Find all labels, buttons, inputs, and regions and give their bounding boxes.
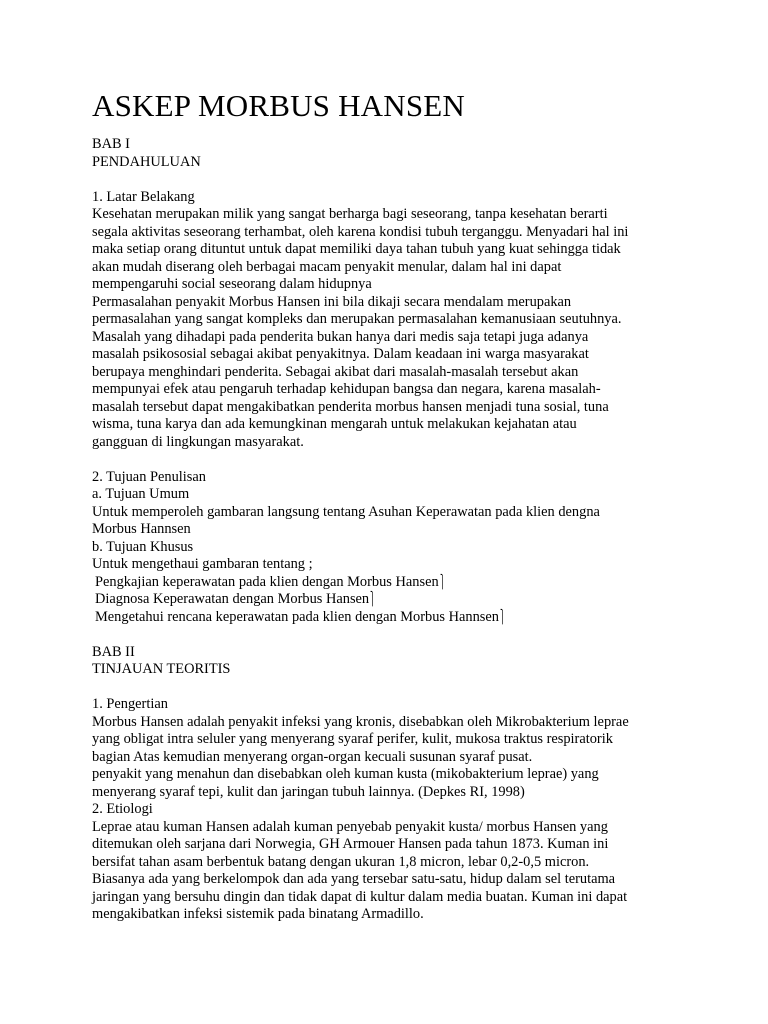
bracket-marker-icon: ⎫: [499, 609, 506, 625]
section-heading: 2. Etiologi: [92, 801, 153, 817]
text-line: mengakibatkan infeksi sistemik pada binatang Armadillo.: [92, 906, 424, 922]
tujuan-khusus-list: [92, 574, 732, 627]
text-line: Morbus Hansen adalah penyakit infeksi yang kronis, disebabkan oleh Mikrobakterium leprae: [92, 713, 629, 730]
text-line: menyerang syaraf tepi, kulit dan jaringan tubuh lainnya. (Depkes RI, 1998): [92, 783, 525, 800]
list-item: [92, 574, 732, 592]
section-heading: 1. Latar Belakang: [92, 188, 195, 205]
text-line: masalah tersebut dapat mengakibatkan penderita morbus hansen menjadi tuna sosial, tuna: [92, 398, 609, 415]
text-line: segala aktivitas seseorang terhambat, oleh karena kondisi tubuh terganggu. Menyadari hal ini: [92, 223, 629, 240]
text-line: Untuk mengethaui gambaran tentang ;: [92, 556, 313, 572]
text-line: masalah psikososial sebagai akibat penyakitnya. Dalam keadaan ini warga masyarakat: [92, 346, 589, 362]
text-line: jaringan yang bersuhu dingin dan tidak dapat di kultur dalam media buatan. Kuman ini dapat: [92, 888, 628, 905]
list-item: [92, 609, 732, 627]
text-line: bersifat tahan asam berbentuk batang dengan ukuran 1,8 micron, lebar 0,2-0,5 micron.: [92, 853, 590, 870]
text-line: Permasalahan penyakit Morbus Hansen ini bila dikaji secara mendalam merupakan: [92, 293, 572, 310]
subsection-heading: a. Tujuan Umum: [92, 486, 190, 502]
text-line: Masalah yang dihadapi pada penderita bukan hanya dari medis saja tetapi juga adanya: [92, 328, 589, 345]
text-line: permasalahan yang sangat kompleks dan merupakan permasalahan kemanusiaan seutuhnya.: [92, 311, 622, 327]
spacer: [92, 626, 732, 644]
bracket-marker-icon: ⎫: [439, 574, 446, 590]
spacer: [92, 679, 732, 697]
text-line: Morbus Hannsen: [92, 521, 191, 537]
text-line: Biasanya ada yang berkelompok dan ada yang tersebar satu-satu, hidup dalam sel terutama: [92, 871, 616, 887]
text-line: mempunyai efek atau pengaruh terhadap kehidupan bangsa dan negara, karena masalah-: [92, 381, 601, 397]
spacer: [92, 451, 732, 469]
spacer: [92, 171, 732, 189]
text-line: berupaya menghindari penderita. Sebagai akibat dari masalah-masalah tersebut akan: [92, 363, 579, 380]
text-line: bagian Atas kemudian menyerang organ-organ kecuali susunan syaraf pusat.: [92, 748, 533, 765]
document-title: ASKEP MORBUS HANSEN: [92, 88, 465, 123]
list-item: [92, 591, 732, 609]
chapter-heading: PENDAHULUAN: [92, 153, 201, 170]
text-line: yang obligat intra seluler yang menyerang syaraf perifer, kulit, mukosa traktus respiratorik: [92, 731, 613, 747]
pengertian-paragraph: [92, 714, 732, 802]
text-line: Leprae atau kuman Hansen adalah kuman penyebab penyakit kusta/ morbus Hansen yang: [92, 818, 608, 835]
document-body: [92, 136, 732, 924]
chapter-label: BAB I: [92, 136, 130, 152]
section-heading: 2. Tujuan Penulisan: [92, 468, 206, 485]
text-line: maka setiap orang dituntut untuk dapat memiliki daya tahan tubuh yang kuat sehingga tidak: [92, 241, 621, 257]
etiologi-paragraph: [92, 819, 732, 924]
text-line: wisma, tuna karya dan ada kemungkinan mengarah untuk melakukan kejahatan atau: [92, 416, 577, 432]
text-line: mempengaruhi social seseorang dalam hidupnya: [92, 276, 372, 292]
text-line: Kesehatan merupakan milik yang sangat berharga bagi seseorang, tanpa kesehatan berarti: [92, 206, 608, 222]
text-line: akan mudah diserang oleh berbagai macam penyakit menular, dalam hal ini dapat: [92, 258, 562, 275]
chapter-heading: TINJAUAN TEORITIS: [92, 661, 231, 677]
chapter-label: BAB II: [92, 643, 135, 660]
list-item-text: Diagnosa Keperawatan dengan Morbus Hansen: [95, 591, 370, 607]
text-line: ditemukan oleh sarjana dari Norwegia, GH Armouer Hansen pada tahun 1873. Kuman ini: [92, 836, 609, 852]
text-line: gangguan di lingkungan masyarakat.: [92, 433, 304, 450]
section-heading: 1. Pengertian: [92, 696, 168, 712]
list-item-text: Pengkajian keperawatan pada klien dengan Morbus Hansen: [95, 573, 439, 590]
text-line: Untuk memperoleh gambaran langsung tentang Asuhan Keperawatan pada klien dengna: [92, 503, 600, 520]
bracket-marker-icon: ⎫: [370, 592, 376, 607]
list-item-text: Mengetahui rencana keperawatan pada klien dengan Morbus Hannsen: [95, 608, 499, 625]
text-line: penyakit yang menahun dan disebabkan oleh kuman kusta (mikobakterium leprae) yang: [92, 766, 599, 782]
subsection-heading: b. Tujuan Khusus: [92, 538, 194, 555]
latar-belakang-paragraph: [92, 206, 732, 451]
